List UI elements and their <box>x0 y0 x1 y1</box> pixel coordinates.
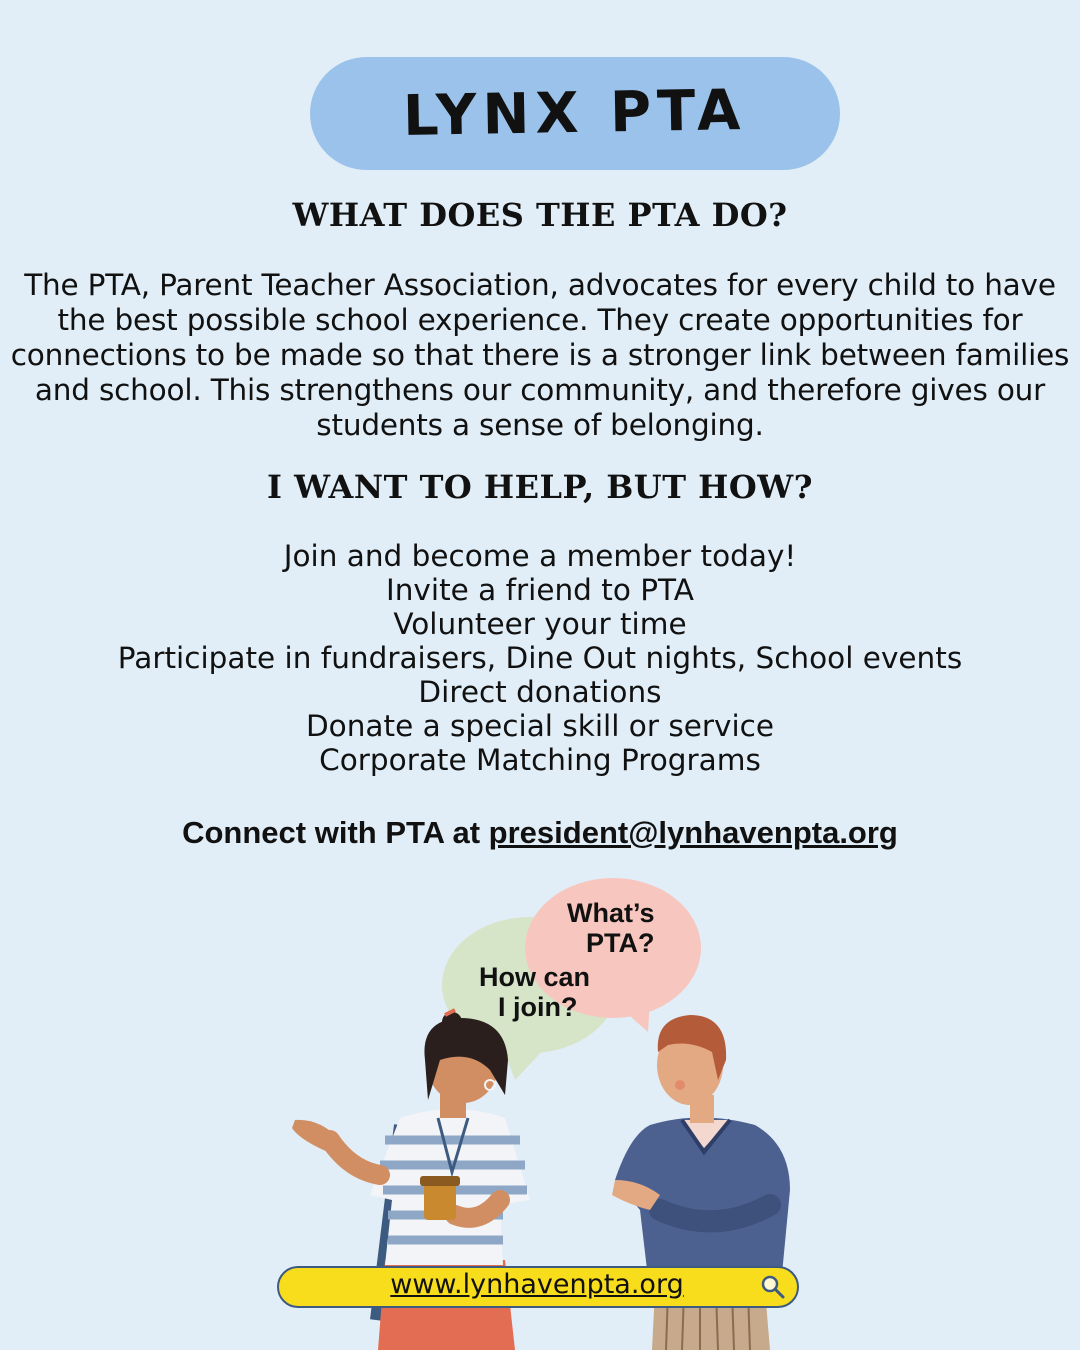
connect-label: Connect with PTA at <box>182 815 489 850</box>
list-item: Participate in fundraisers, Dine Out nights, School events <box>117 641 963 675</box>
bubble-text-i-join: I join? <box>498 992 578 1022</box>
list-item: Direct donations <box>418 675 662 709</box>
section-heading-what: WHAT DOES THE PTA DO? <box>292 196 788 234</box>
bubble-text-how-can: How can <box>479 962 591 992</box>
list-item: Volunteer your time <box>393 607 687 641</box>
email-link[interactable]: president@lynhavenpta.org <box>488 815 898 850</box>
list-item: Invite a friend to PTA <box>386 573 694 607</box>
magnifier-icon[interactable] <box>760 1274 786 1300</box>
list-item: Corporate Matching Programs <box>319 743 761 777</box>
page-title: LYNX PTA <box>402 78 748 149</box>
list-item: Join and become a member today! <box>283 539 797 573</box>
bubble-text-pta: PTA? <box>586 928 655 958</box>
about-paragraph: The PTA, Parent Teacher Association, advocates for every child to have the best possible school experience. They create opportunities for connections to be made so that there is a stronger link between families and school. This strengthens our community, and therefore gives our students a sense of belonging. <box>10 268 1070 442</box>
section-heading-help: I WANT TO HELP, BUT HOW? <box>267 468 813 506</box>
bubble-text-whats: What’s <box>567 898 655 928</box>
website-link[interactable]: www.lynhavenpta.org <box>390 1269 684 1300</box>
list-item: Donate a special skill or service <box>305 709 775 743</box>
